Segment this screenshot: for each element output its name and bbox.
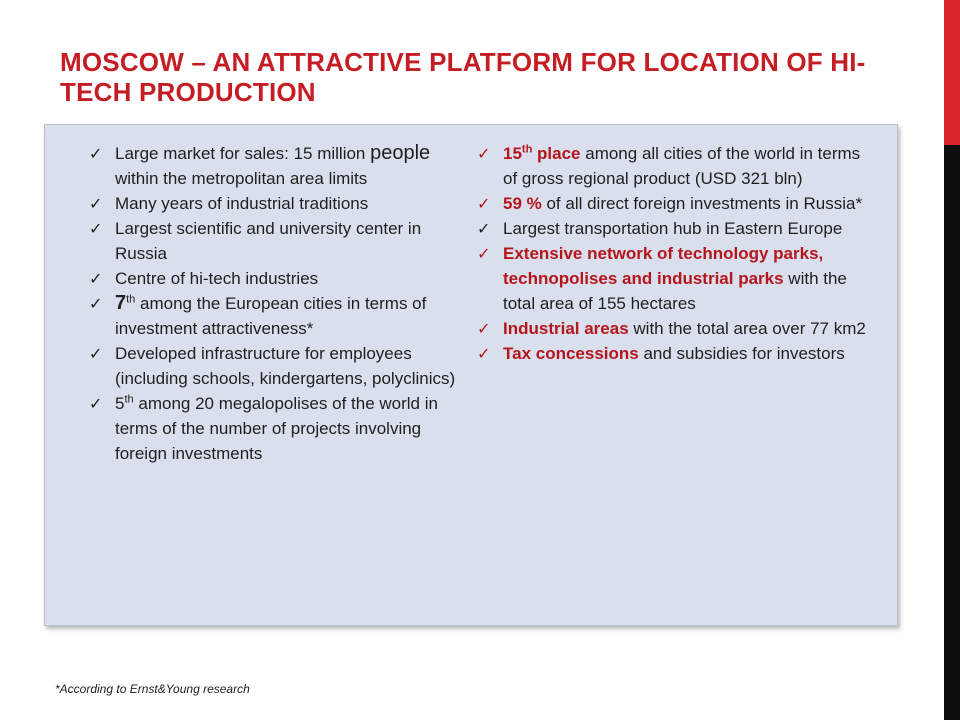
list-item: ✓ Developed infrastructure for employees (including schools, kindergartens, polyclinics) <box>85 341 469 391</box>
left-bullet-list <box>85 141 469 466</box>
content-panel <box>44 124 898 626</box>
list-item: ✓ Largest transportation hub in Eastern Europe <box>473 216 873 241</box>
checkmark-icon: ✓ <box>89 269 103 288</box>
checkmark-icon: ✓ <box>477 219 491 238</box>
list-item: ✓ Many years of industrial traditions <box>85 191 469 216</box>
checkmark-icon: ✓ <box>89 219 103 238</box>
checkmark-icon: ✓ <box>89 194 103 213</box>
checkmark-icon: ✓ <box>89 344 103 363</box>
right-bullet-list <box>473 141 873 366</box>
checkmark-icon: ✓ <box>477 344 491 363</box>
list-item: ✓ Large market for sales: 15 million people within the metropolitan area limits <box>89 142 431 188</box>
checkmark-icon: ✓ <box>89 294 103 313</box>
footnote: *According to Ernst&Young research <box>55 682 250 696</box>
checkmark-icon: ✓ <box>477 319 491 338</box>
checkmark-icon: ✓ <box>477 194 491 213</box>
list-item: ✓ Tax concessions and subsidies for investors <box>473 341 873 366</box>
slide-title: MOSCOW – AN ATTRACTIVE PLATFORM FOR LOCATION OF HI-TECH PRODUCTION <box>60 47 866 107</box>
list-item: ✓ 5th among 20 megalopolises of the world in terms of the number of projects involving foreign investments <box>85 391 469 466</box>
checkmark-icon: ✓ <box>89 144 103 163</box>
list-item: ✓ Largest scientific and university center in Russia <box>85 216 469 266</box>
list-item: ✓ Industrial areas with the total area over 77 km2 <box>473 316 873 341</box>
side-accent-bar <box>944 0 960 720</box>
checkmark-icon: ✓ <box>89 394 103 413</box>
list-item: ✓ Centre of hi-tech industries <box>85 266 469 291</box>
list-item: ✓ Extensive network of technology parks, technopolises and industrial parks with the total area of 155 hectares <box>473 241 873 316</box>
list-item: ✓ 7th among the European cities in terms of investment attractiveness* <box>89 292 427 338</box>
checkmark-icon: ✓ <box>477 244 491 263</box>
side-accent-red-segment <box>944 0 960 145</box>
checkmark-icon: ✓ <box>477 144 491 163</box>
list-item: ✓ 59 % of all direct foreign investments in Russia* <box>473 191 873 216</box>
list-item: ✓ 15th place among all cities of the world in terms of gross regional product (USD 321 bln) <box>473 141 873 191</box>
